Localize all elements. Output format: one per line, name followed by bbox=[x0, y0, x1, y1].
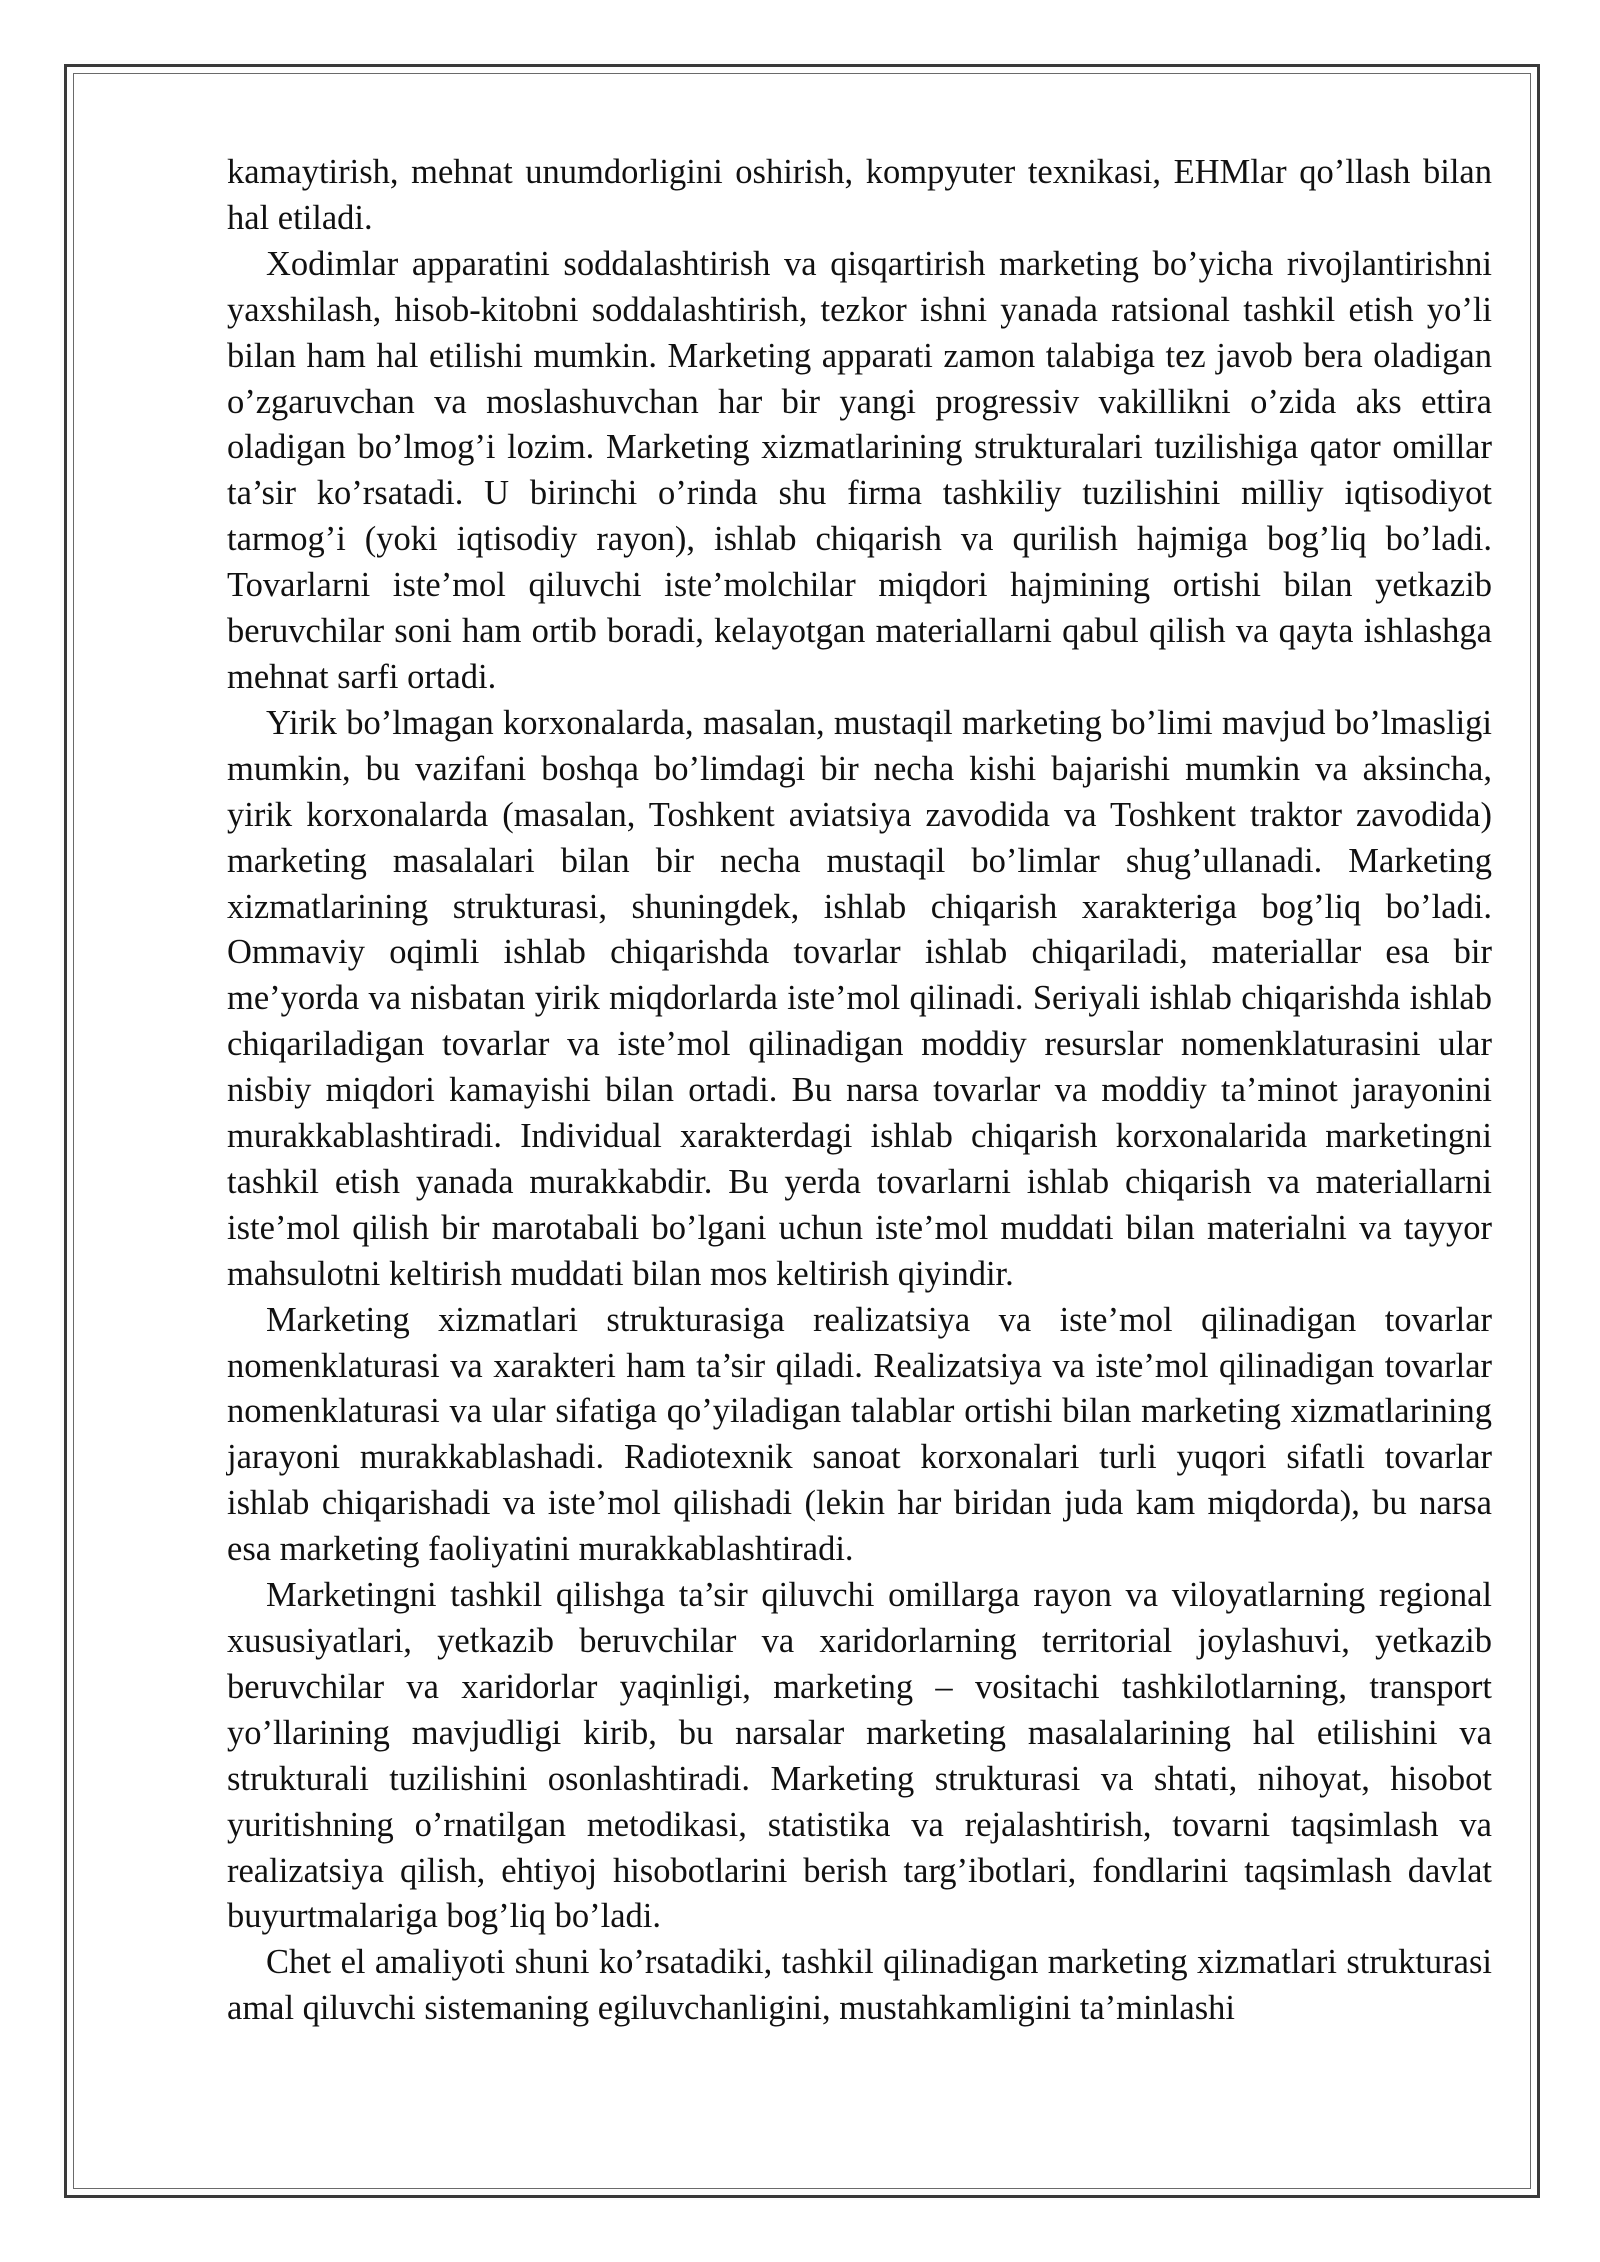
paragraph: Chet el amaliyoti shuni ko’rsatadiki, tashkil qilinadigan marketing xizmatlari strukturasi amal qiluvchi sistemaning egiluvchanligini, mustahkamligini ta’minlashi bbox=[227, 1943, 1492, 2028]
paragraph: Yirik bo’lmagan korxonalarda, masalan, mustaqil marketing bo’limi mavjud bo’lmasligi mumkin, bu vazifani boshqa bo’limdagi bir necha kishi bajarishi mumkin va aksincha, yirik korxonalarda (masalan, Toshkent aviatsiya zavodida va Toshkent traktor zavodida) marketing masalalari bilan bir necha mustaqil bo’limlar shug’ullanadi. Marketing xizmatlarining strukturasi, shuningdek, ishlab chiqarish xarakteriga bog’liq bo’ladi. Ommaviy oqimli ishlab chiqarishda tovarlar ishlab chiqariladi, materiallar esa bir me’yorda va nisbatan yirik miqdorlarda iste’mol qilinadi. Seriyali ishlab chiqarishda ishlab chiqariladigan tovarlar va iste’mol qilinadigan moddiy resurslar nomenklaturasini ular nisbiy miqdori kamayishi bilan ortadi. Bu narsa tovarlar va moddiy ta’minot jarayonini murakkablashtiradi. Individual xarakterdagi ishlab chiqarish korxonalarida marketingni tashkil etish yanada murakkabdir. Bu yerda tovarlarni ishlab chiqarish va materiallarni iste’mol qilish bir marotabali bo’lgani uchun iste’mol muddati bilan materialni va tayyor mahsulotni keltirish muddati bilan mos keltirish qiyindir. bbox=[227, 703, 1492, 1293]
paragraph: kamaytirish, mehnat unumdorligini oshirish, kompyuter texnikasi, EHMlar qo’llash bilan hal etiladi. bbox=[227, 153, 1492, 237]
paragraph: Xodimlar apparatini soddalashtirish va qisqartirish marketing bo’yicha rivojlantirishni yaxshilash, hisob-kitobni soddalashtirish, tezkor ishni yanada ratsional tashkil etish yo’li bilan ham hal etilishi mumkin. Marketing apparati zamon talabiga tez javob bera oladigan o’zgaruvchan va moslashuvchan har bir yangi progressiv vakillikni o’zida aks ettira oladigan bo’lmog’i lozim. Marketing xizmatlarining strukturalari tuzilishiga qator omillar ta’sir ko’rsatadi. U birinchi o’rinda shu firma tashkiliy tuzilishini milliy iqtisodiyot tarmog’i (yoki iqtisodiy rayon), ishlab chiqarish va qurilish hajmiga bog’liq bo’ladi. Tovarlarni iste’mol qiluvchi iste’molchilar miqdori hajmining ortishi bilan yetkazib beruvchilar soni ham ortib boradi, kelayotgan materiallarni qabul qilish va qayta ishlashga mehnat sarfi ortadi. bbox=[227, 244, 1492, 696]
paragraph: Marketingni tashkil qilishga ta’sir qiluvchi omillarga rayon va viloyatlarning regional xususiyatlari, yetkazib beruvchilar va xaridorlarning territorial joylashuvi, yetkazib beruvchilar va xaridorlar yaqinligi, marketing – vositachi tashkilotlarning, transport yo’llarining mavjudligi kirib, bu narsalar marketing masalalarining hal etilishini va strukturali tuzilishini osonlashtiradi. Marketing strukturasi va shtati, nihoyat, hisobot yuritishning o’rnatilgan metodikasi, statistika va rejalashtirish, tovarni taqsimlash va realizatsiya qilish, ehtiyoj hisobotlarini berish targ’ibotlari, fondlarini taqsimlash davlat buyurtmalariga bog’liq bo’ladi. bbox=[227, 1576, 1492, 1936]
document-body bbox=[227, 150, 1492, 2032]
paragraph: Marketing xizmatlari strukturasiga realizatsiya va iste’mol qilinadigan tovarlar nomenklaturasi va xarakteri ham ta’sir qiladi. Realizatsiya va iste’mol qilinadigan tovarlar nomenklaturasi va ular sifatiga qo’yiladigan talablar ortishi bilan marketing xizmatlarining jarayoni murakkablashadi. Radiotexnik sanoat korxonalari turli yuqori sifatli tovarlar ishlab chiqarishadi va iste’mol qilishadi (lekin har biridan juda kam miqdorda), bu narsa esa marketing faoliyatini murakkablashtiradi. bbox=[227, 1300, 1492, 1569]
